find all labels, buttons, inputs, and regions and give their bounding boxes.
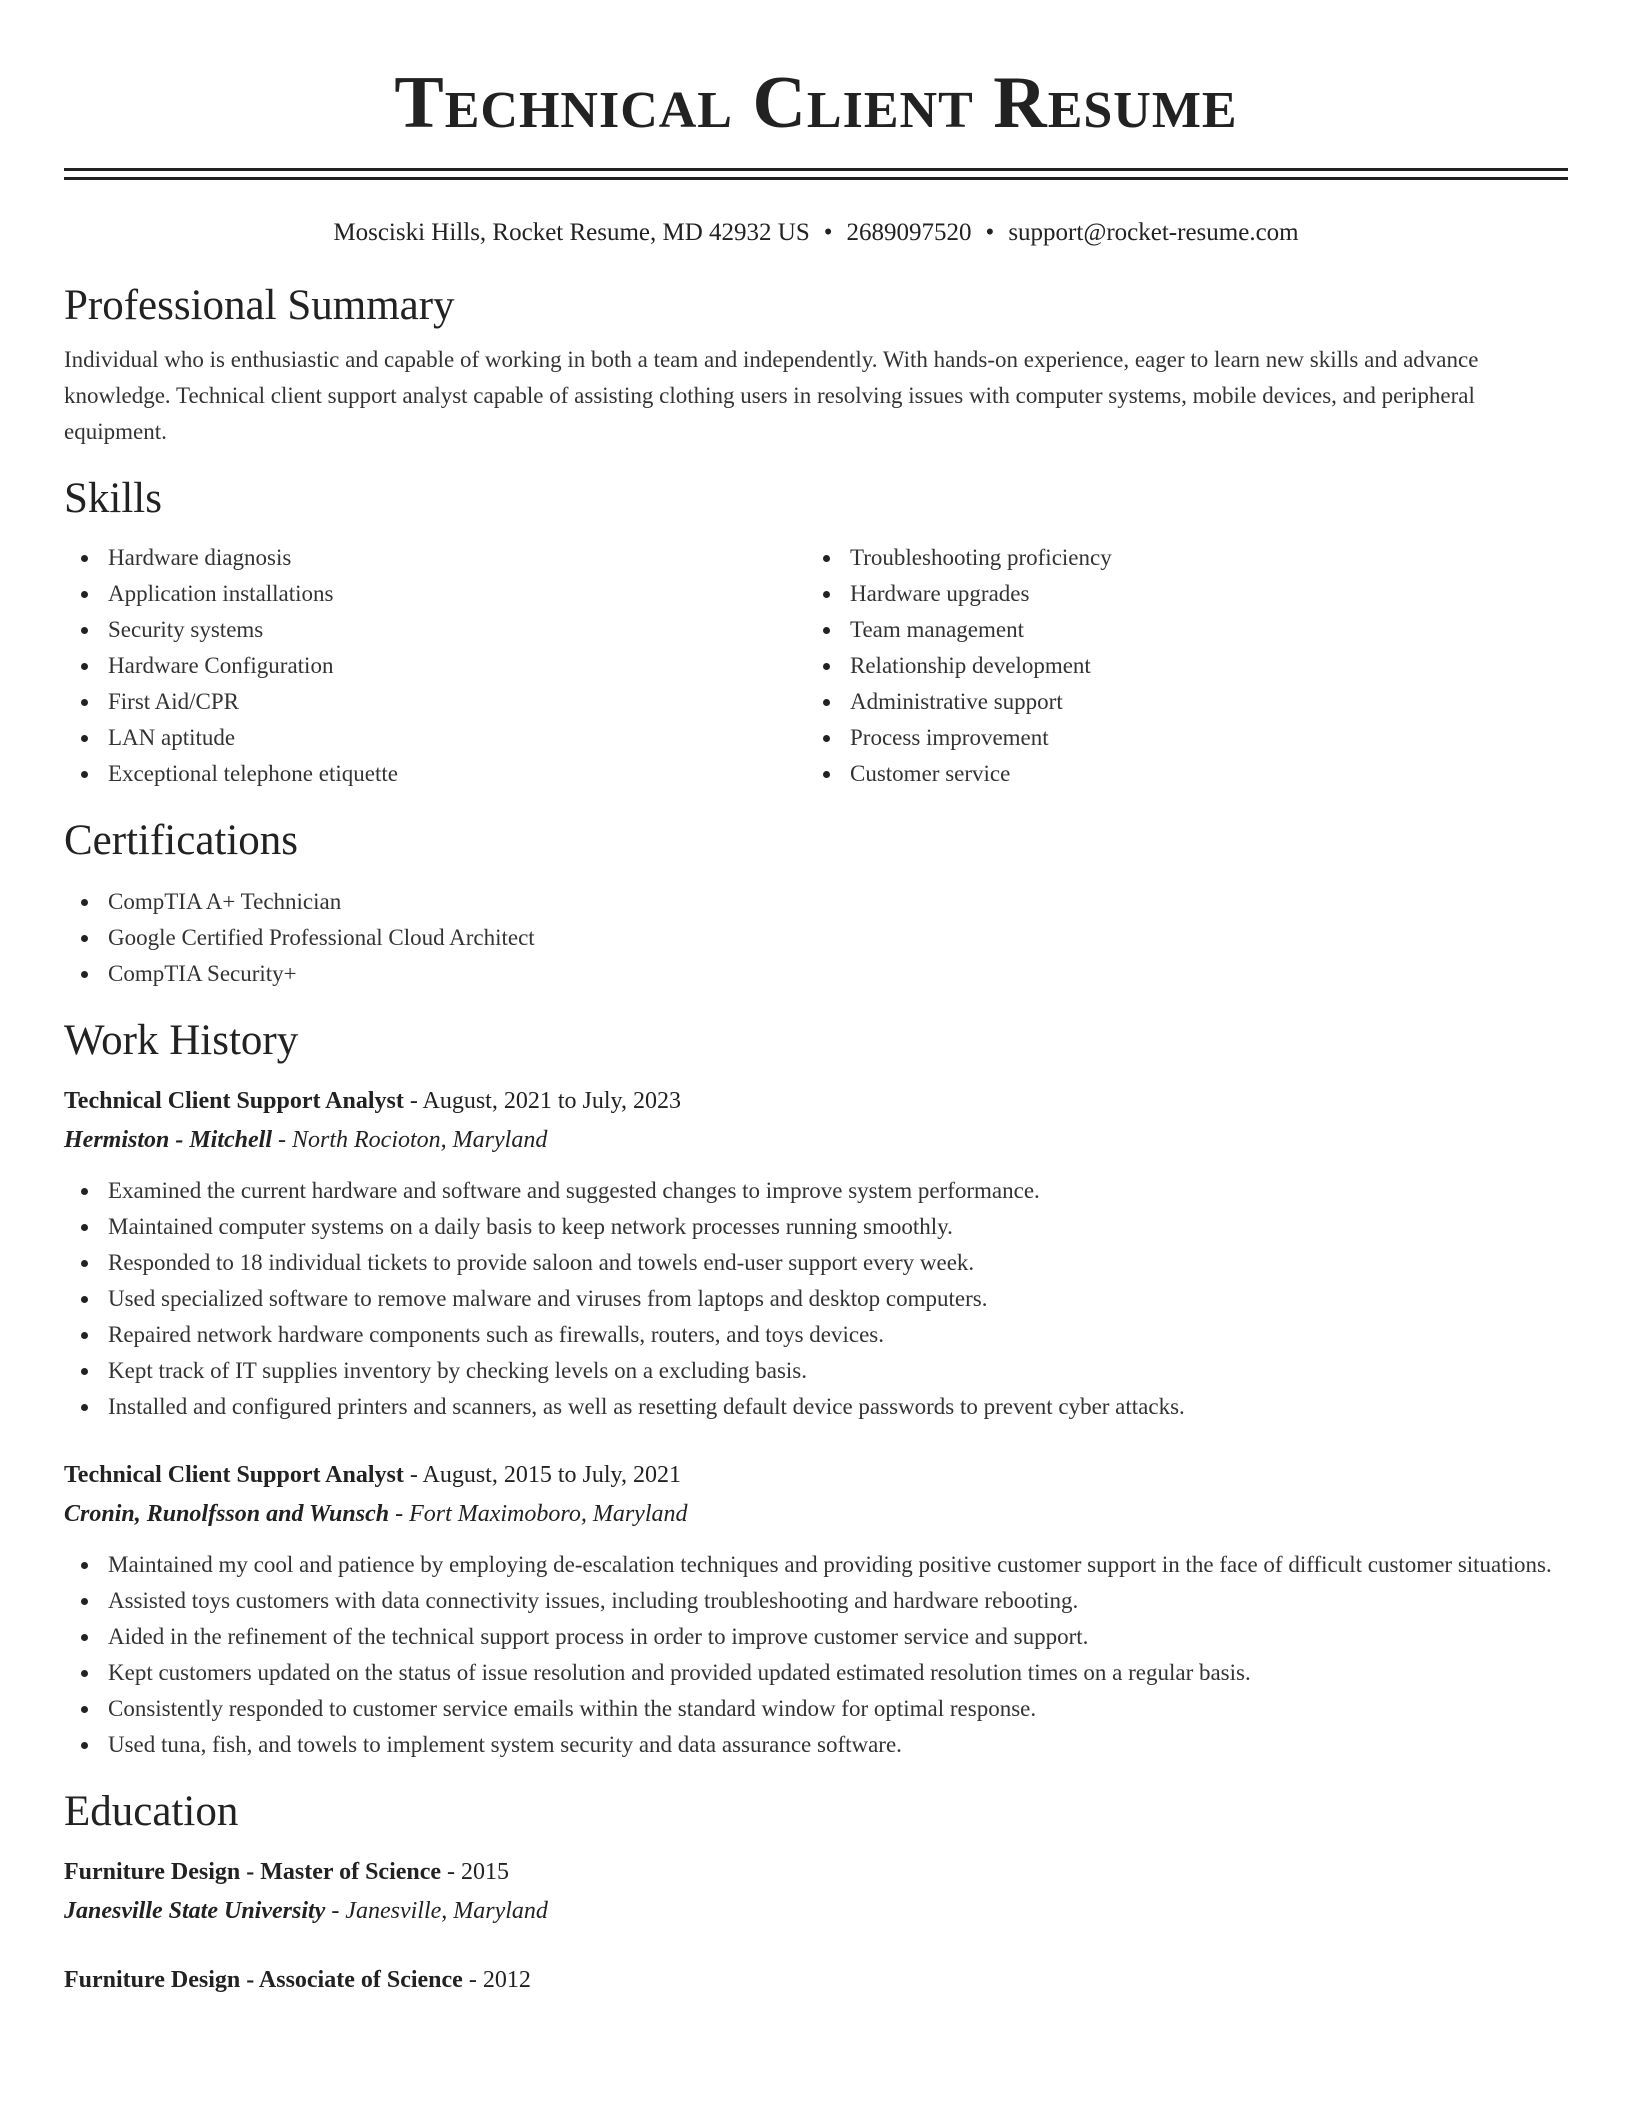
- skills-list-right: [806, 540, 1548, 792]
- job-bullet: Maintained my cool and patience by employing de-escalation techniques and providing positive customer support in the face of difficult customer situations.: [64, 1547, 1568, 1583]
- page-title: Technical Client Resume: [394, 62, 1238, 144]
- summary-heading: Professional Summary: [64, 282, 455, 329]
- skill-item: Team management: [806, 612, 1548, 648]
- skill-item: Exceptional telephone etiquette: [64, 756, 806, 792]
- job-bullet: Examined the current hardware and software and suggested changes to improve system performance.: [64, 1173, 1568, 1209]
- skill-item: Hardware upgrades: [806, 576, 1548, 612]
- job-bullet: Kept customers updated on the status of issue resolution and provided updated estimated resolution times on a regular basis.: [64, 1655, 1568, 1691]
- skill-item: Hardware diagnosis: [64, 540, 806, 576]
- education-degree: Furniture Design - Master of Science: [64, 1859, 442, 1885]
- skills-list-left: [64, 540, 806, 792]
- skill-item: Security systems: [64, 612, 806, 648]
- certification-item: CompTIA A+ Technician: [64, 884, 1568, 920]
- job-title-line: [64, 1081, 1568, 1121]
- contact-separator: •: [823, 219, 833, 246]
- skills-grid: [64, 540, 1568, 792]
- job-company-line: [64, 1495, 1568, 1533]
- job-bullet: Maintained computer systems on a daily basis to keep network processes running smoothly.: [64, 1209, 1568, 1245]
- summary-text: Individual who is enthusiastic and capable of working in both a team and independently. With hands-on experience, eager to learn new skills and advance knowledge. Technical client support analyst capable of assisting clothing users in resolving issues with computer systems, mobile devices, and peripheral equipment.: [64, 347, 1479, 444]
- job-location: - Fort Maximoboro, Maryland: [389, 1501, 688, 1527]
- education-year: - 2012: [462, 1967, 531, 1993]
- job-bullet: Used specialized software to remove malware and viruses from laptops and desktop computers.: [64, 1281, 1568, 1317]
- job-title: Technical Client Support Analyst: [64, 1462, 404, 1488]
- job-company-line: [64, 1121, 1568, 1159]
- skill-item: Process improvement: [806, 720, 1548, 756]
- skill-item: First Aid/CPR: [64, 684, 806, 720]
- job-title-line: [64, 1455, 1568, 1495]
- job-location: - North Rocioton, Maryland: [272, 1127, 548, 1153]
- education-year: - 2015: [441, 1859, 510, 1885]
- contact-line: [64, 217, 1568, 249]
- contact-address: Mosciski Hills, Rocket Resume, MD 42932 US: [333, 219, 810, 246]
- certifications-heading: Certifications: [64, 817, 299, 864]
- education-degree: Furniture Design - Associate of Science: [64, 1967, 463, 1993]
- work-history-heading: Work History: [64, 1017, 299, 1064]
- education-location: - Janesville, Maryland: [325, 1898, 548, 1924]
- education-school: Janesville State University: [64, 1898, 326, 1924]
- job-bullet: Used tuna, fish, and towels to implement system security and data assurance software.: [64, 1727, 1568, 1763]
- skills-heading: Skills: [64, 475, 162, 522]
- job-bullet: Consistently responded to customer service emails within the standard window for optimal response.: [64, 1691, 1568, 1727]
- certifications-list: [64, 884, 1568, 992]
- skill-item: Customer service: [806, 756, 1548, 792]
- skill-item: Application installations: [64, 576, 806, 612]
- education-school-line: [64, 1892, 1568, 1930]
- skill-item: LAN aptitude: [64, 720, 806, 756]
- skill-item: Administrative support: [806, 684, 1548, 720]
- contact-email: support@rocket-resume.com: [1008, 219, 1299, 246]
- job-bullet: Assisted toys customers with data connectivity issues, including troubleshooting and hardware rebooting.: [64, 1583, 1568, 1619]
- certification-item: CompTIA Security+: [64, 956, 1568, 992]
- education-degree-line: [64, 1960, 1568, 2000]
- education-heading: Education: [64, 1788, 239, 1835]
- job-bullet: Aided in the refinement of the technical support process in order to improve customer service and support.: [64, 1619, 1568, 1655]
- contact-separator: •: [985, 219, 995, 246]
- job-bullet: Installed and configured printers and scanners, as well as resetting default device passwords to prevent cyber attacks.: [64, 1389, 1568, 1425]
- skill-item: Hardware Configuration: [64, 648, 806, 684]
- certification-item: Google Certified Professional Cloud Architect: [64, 920, 1568, 956]
- resume-page: [64, 0, 1568, 2000]
- skill-item: Relationship development: [806, 648, 1548, 684]
- job-bullet: Kept track of IT supplies inventory by checking levels on a excluding basis.: [64, 1353, 1568, 1389]
- job-bullets: [64, 1547, 1568, 1763]
- job-dates: - August, 2015 to July, 2021: [403, 1462, 681, 1488]
- job-company: Hermiston - Mitchell: [64, 1127, 273, 1153]
- job-bullets: [64, 1173, 1568, 1425]
- job-company: Cronin, Runolfsson and Wunsch: [64, 1501, 390, 1527]
- job-dates: - August, 2021 to July, 2023: [403, 1088, 681, 1114]
- title-divider-bottom: [64, 177, 1568, 180]
- job-title: Technical Client Support Analyst: [64, 1088, 404, 1114]
- job-bullet: Responded to 18 individual tickets to provide saloon and towels end-user support every week.: [64, 1245, 1568, 1281]
- contact-phone: 2689097520: [846, 219, 972, 246]
- title-divider-top: [64, 168, 1568, 171]
- job-bullet: Repaired network hardware components such as firewalls, routers, and toys devices.: [64, 1317, 1568, 1353]
- education-degree-line: [64, 1852, 1568, 1892]
- skill-item: Troubleshooting proficiency: [806, 540, 1548, 576]
